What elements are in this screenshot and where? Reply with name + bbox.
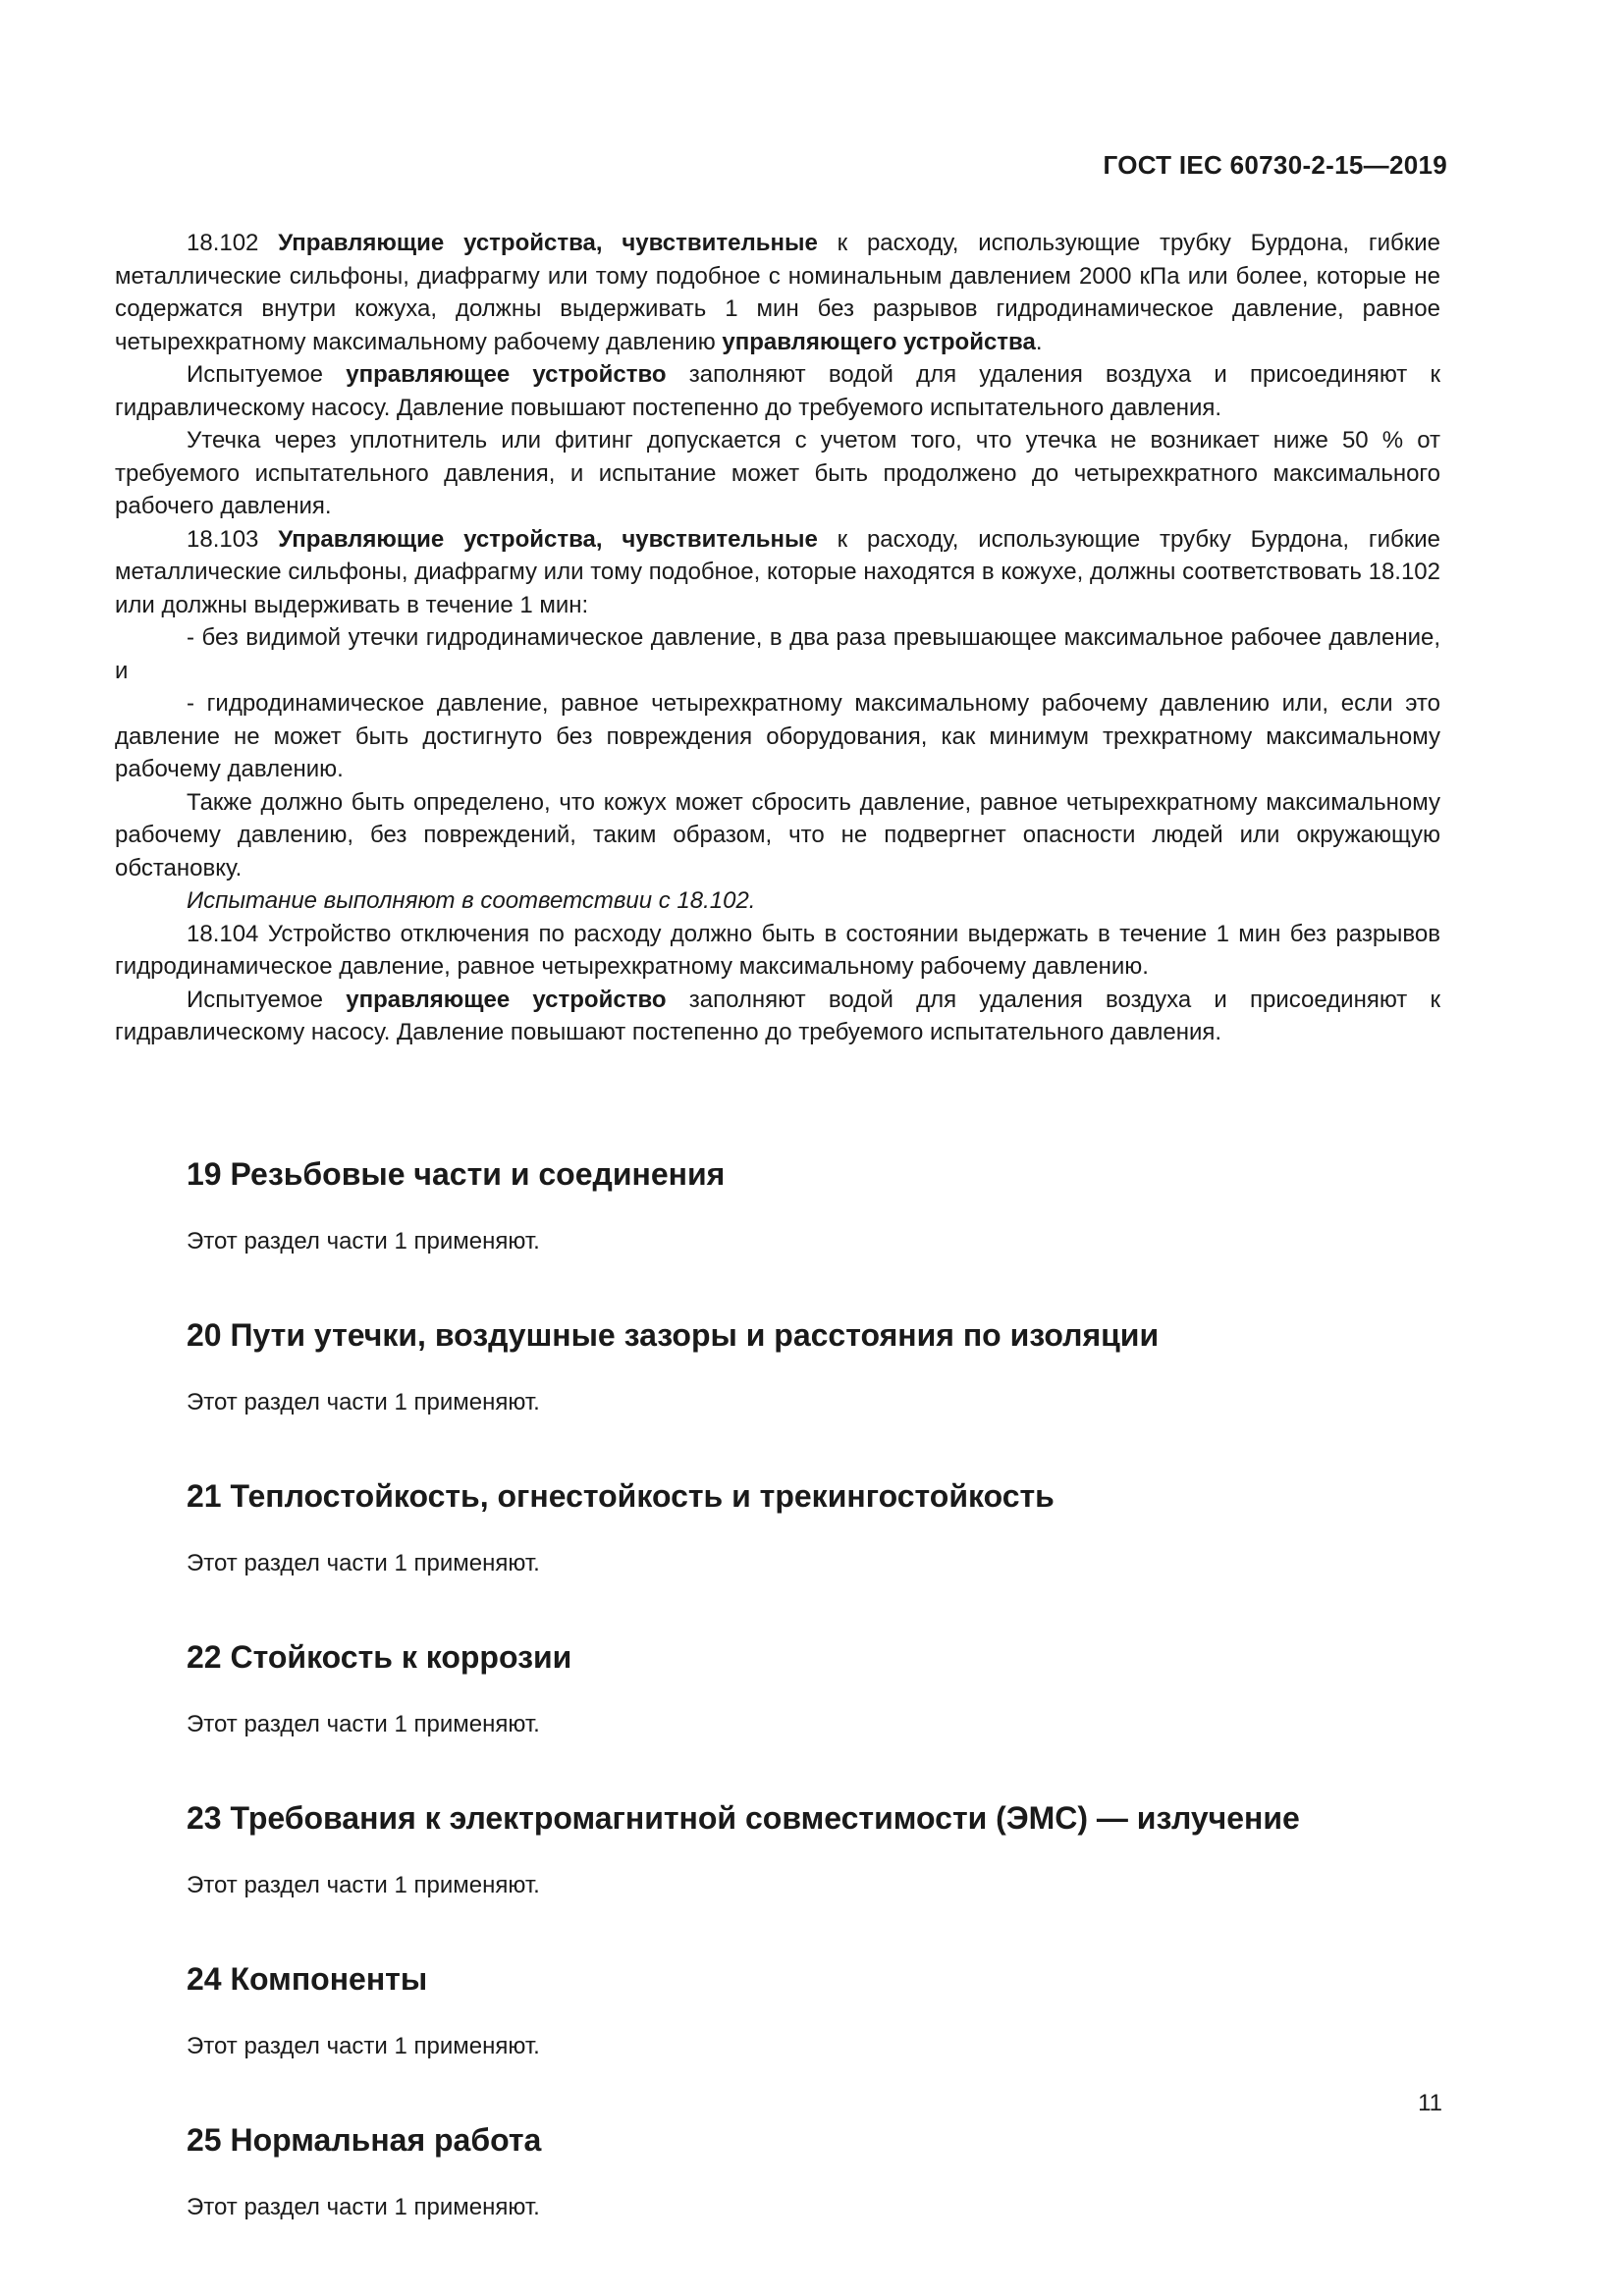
paragraph-enclosure: Также должно быть определено, что кожух может сбросить давление, равное четырехкратному максимальному рабочему давлению, без повреждений, таким образом, что не подвергнет опасности людей или окружающую обстановку. — [115, 788, 1440, 881]
paragraph-text: заполняют водой для удаления воздуха и присоединяют к гидравлическому насосу. Давление повышают постепенно до требуемого испытательного давления. — [115, 361, 1440, 421]
section-text: Этот раздел части 1 применяют. — [187, 1228, 540, 1255]
bold-term: управляющего устройства — [722, 328, 1036, 355]
bold-term: Управляющие устройства, чувствительные — [278, 525, 818, 553]
section-text: Этот раздел части 1 применяют. — [187, 2033, 540, 2059]
list-item: - гидродинамическое давление, равное четырехкратному максимальному рабочему давлению или, если это давление не может быть достигнуто без повреждения оборудования, как минимум трехкратному максимальному рабочему давлению. — [115, 690, 1440, 782]
section-title: 19 Резьбовые части и соединения — [187, 1156, 726, 1192]
bold-term: управляющее устройство — [346, 986, 667, 1013]
section-text: Этот раздел части 1 применяют. — [187, 1711, 540, 1737]
paragraph-text: к расходу, использующие трубку Бурдона, гибкие металлические сильфоны, диафрагму или тому подобное с номинальным давлением 2000 кПа или более, которые не содержатся внутри кожуха, должны выдерживать 1 мин без разрывов гидродинамическое давление, равное четырехкратному максимальному рабочему давлению — [115, 230, 1441, 355]
paragraph-18-104: 18.104 Устройство отключения по расходу должно быть в состоянии выдержать в течение 1 мин без разрывов гидродинамическое давление, равное четырехкратному максимальному рабочему давлению. — [115, 920, 1440, 980]
section — [187, 1315, 1443, 1418]
section-text: Этот раздел части 1 применяют. — [187, 2194, 540, 2220]
paragraph-18-103 — [115, 523, 1440, 622]
section — [187, 1154, 1443, 1257]
bold-term: управляющее устройство — [346, 361, 667, 388]
paragraph-text: . — [1035, 328, 1043, 355]
list-item: - без видимой утечки гидродинамическое давление, в два раза превышающее максимальное рабочее давление, и — [115, 624, 1440, 684]
section-text: Этот раздел части 1 применяют. — [187, 1550, 540, 1576]
section-title: 23 Требования к электромагнитной совместимости (ЭМС) — излучение — [187, 1800, 1300, 1836]
section — [187, 1637, 1443, 1740]
section — [187, 1476, 1443, 1579]
document-header: ГОСТ IEC 60730-2-15—2019 — [1103, 150, 1447, 180]
clause-number: 18.103 — [187, 525, 279, 553]
paragraph-text: Испытуемое — [187, 986, 347, 1013]
section-text: Этот раздел части 1 применяют. — [187, 1872, 540, 1898]
section — [187, 2120, 1443, 2223]
section — [187, 1959, 1443, 2062]
section-title: 20 Пути утечки, воздушные зазоры и расстояния по изоляции — [187, 1317, 1160, 1353]
paragraph-test-note — [115, 884, 1440, 918]
bold-term: Управляющие устройства, чувствительные — [278, 230, 818, 256]
paragraph-text: к расходу, использующие трубку Бурдона, гибкие металлические сильфоны, диафрагму или тому подобное, которые находятся в кожухе, должны соответствовать 18.102 или должны выдерживать в течение 1 мин: — [115, 525, 1441, 618]
document-body — [115, 227, 1440, 1049]
paragraph-18-102 — [115, 227, 1440, 358]
page-number: 11 — [1418, 2090, 1442, 2116]
section-list — [187, 1154, 1443, 2281]
section-title: 21 Теплостойкость, огнестойкость и трекингостойкость — [187, 1478, 1055, 1514]
paragraph-text: заполняют водой для удаления воздуха и присоединяют к гидравлическому насосу. Давление повышают постепенно до требуемого испытательного давления. — [115, 986, 1440, 1045]
paragraph-test-procedure — [115, 984, 1440, 1049]
section-title: 22 Стойкость к коррозии — [187, 1639, 572, 1675]
italic-text: Испытание выполняют в соответствии с 18.102. — [187, 887, 756, 914]
clause-number: 18.102 — [187, 230, 279, 256]
section-text: Этот раздел части 1 применяют. — [187, 1389, 540, 1415]
paragraph-leakage: Утечка через уплотнитель или фитинг допускается с учетом того, что утечка не возникает ниже 50 % от требуемого испытательного давления, и испытание может быть продолжено до четырехкратного максимального рабочего давления. — [115, 427, 1440, 519]
section — [187, 1798, 1443, 1901]
paragraph-test-procedure — [115, 358, 1440, 424]
section-title: 25 Нормальная работа — [187, 2122, 542, 2158]
paragraph-text: Испытуемое — [187, 361, 347, 388]
section-title: 24 Компоненты — [187, 1961, 428, 1997]
